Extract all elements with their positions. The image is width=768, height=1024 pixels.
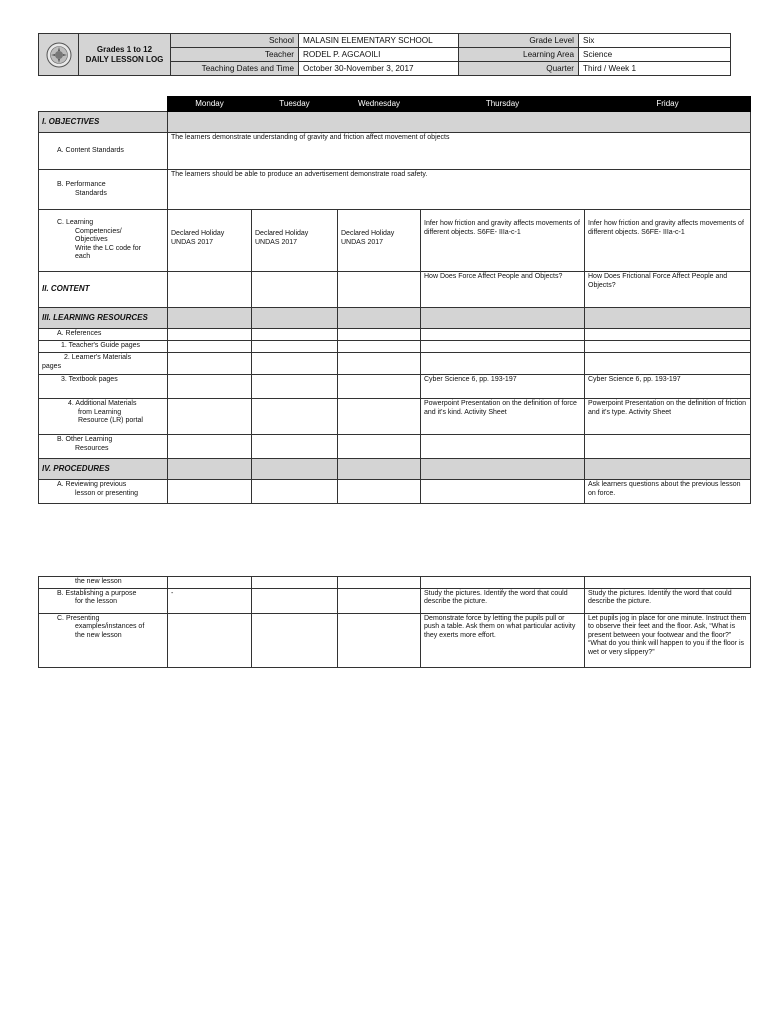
section-objectives <box>39 112 751 133</box>
section-procedures <box>39 459 751 480</box>
school-label: School <box>171 34 299 48</box>
textbook-friday: Cyber Science 6, pp. 193-197 <box>585 375 751 399</box>
lc-wednesday: Declared Holiday UNDAS 2017 <box>338 210 421 272</box>
seal-icon <box>46 42 72 68</box>
content-standards-label: A. Content Standards <box>39 133 168 170</box>
lc-monday: Declared Holiday UNDAS 2017 <box>168 210 252 272</box>
other-resources-label: B. Other Learning Resources <box>39 435 168 459</box>
content-row <box>39 272 751 308</box>
teacher-value: RODEL P. AGCAOILI <box>299 48 459 62</box>
school-value: MALASIN ELEMENTARY SCHOOL <box>299 34 459 48</box>
additional-materials-thursday: Powerpoint Presentation on the definition of force and it's kind. Activity Sheet <box>421 399 585 435</box>
teacher-label: Teacher <box>171 48 299 62</box>
content-title: II. CONTENT <box>39 272 168 308</box>
performance-standards-row <box>39 170 751 210</box>
content-thursday: How Does Force Affect People and Objects? <box>421 272 585 308</box>
additional-materials-label: 4. Additional Materials from Learning Resource (LR) portal <box>39 399 168 435</box>
quarter-label: Quarter <box>459 62 579 76</box>
day-tuesday: Tuesday <box>252 97 338 112</box>
presenting-examples-row <box>39 613 751 667</box>
teachers-guide-row <box>39 341 751 353</box>
lesson-log-table <box>38 96 751 504</box>
learners-materials-label: 2. Learner's Materials pages <box>39 353 168 375</box>
dates-label: Teaching Dates and Time <box>171 62 299 76</box>
quarter-value: Third / Week 1 <box>579 62 731 76</box>
establishing-purpose-thursday: Study the pictures. Identify the word that could describe the picture. <box>421 588 585 613</box>
learning-competencies-row <box>39 210 751 272</box>
textbook-row <box>39 375 751 399</box>
reviewing-label-continued: the new lesson <box>39 577 168 589</box>
other-resources-row <box>39 435 751 459</box>
reviewing-row <box>39 480 751 504</box>
day-header-row <box>39 97 751 112</box>
lc-friday: Infer how friction and gravity affects movements of different objects. S6FE- IIIa-c-1 <box>585 210 751 272</box>
learning-area-value: Science <box>579 48 731 62</box>
grade-level-value: Six <box>579 34 731 48</box>
establishing-purpose-monday: - <box>168 588 252 613</box>
establishing-purpose-friday: Study the pictures. Identify the word that could describe the picture. <box>585 588 751 613</box>
lc-tuesday: Declared Holiday UNDAS 2017 <box>252 210 338 272</box>
day-thursday: Thursday <box>421 97 585 112</box>
log-title: DAILY LESSON LOG <box>85 54 164 64</box>
presenting-examples-friday: Let pupils jog in place for one minute. Instruct them to observe their feet and the floor. Ask, “What is present between your footwear and the floor?” “What do you think will happen to you if the floor is wet or very slippery?” <box>585 613 751 667</box>
learning-resources-title: III. LEARNING RESOURCES <box>39 308 168 329</box>
references-row <box>39 329 751 341</box>
presenting-examples-thursday: Demonstrate force by letting the pupils pull or push a table. Ask them on what particular activity they exerts more effort. <box>421 613 585 667</box>
content-friday: How Does Frictional Force Affect People and Objects? <box>585 272 751 308</box>
procedures-title: IV. PROCEDURES <box>39 459 168 480</box>
learning-competencies-label: C. Learning Competencies/ Objectives Write the LC code for each <box>39 210 168 272</box>
day-wednesday: Wednesday <box>338 97 421 112</box>
textbook-label: 3. Textbook pages <box>39 375 168 399</box>
learners-materials-row <box>39 353 751 375</box>
log-title-cell <box>79 34 171 76</box>
section-learning-resources <box>39 308 751 329</box>
reviewing-friday: Ask learners questions about the previous lesson on force. <box>585 480 751 504</box>
additional-materials-friday: Powerpoint Presentation on the definition of friction and it's type. Activity Sheet <box>585 399 751 435</box>
additional-materials-row <box>39 399 751 435</box>
grade-level-label: Grade Level <box>459 34 579 48</box>
performance-standards-value: The learners should be able to produce an advertisement demonstrate road safety. <box>168 170 751 210</box>
grades-text: Grades 1 to 12 <box>96 44 153 54</box>
content-standards-row <box>39 133 751 170</box>
reviewing-label: A. Reviewing previous lesson or presenting <box>39 480 168 504</box>
learning-area-label: Learning Area <box>459 48 579 62</box>
lesson-log-continuation-table <box>38 576 751 668</box>
establishing-purpose-row <box>39 588 751 613</box>
establishing-purpose-label: B. Establishing a purpose for the lesson <box>39 588 168 613</box>
day-friday: Friday <box>585 97 751 112</box>
dates-value: October 30-November 3, 2017 <box>299 62 459 76</box>
presenting-examples-label: C. Presenting examples/instances of the new lesson <box>39 613 168 667</box>
references-label: A. References <box>39 329 168 341</box>
performance-standards-label: B. Performance Standards <box>39 170 168 210</box>
content-standards-value: The learners demonstrate understanding of gravity and friction affect movement of objects <box>168 133 751 170</box>
lc-thursday: Infer how friction and gravity affects movements of different objects. S6FE- IIIa-c-1 <box>421 210 585 272</box>
teachers-guide-label: 1. Teacher's Guide pages <box>39 341 168 353</box>
day-monday: Monday <box>168 97 252 112</box>
header-table <box>38 33 731 76</box>
textbook-thursday: Cyber Science 6, pp. 193-197 <box>421 375 585 399</box>
reviewing-continued-row <box>39 577 751 589</box>
deped-seal-logo <box>39 34 79 76</box>
objectives-title: I. OBJECTIVES <box>39 112 168 133</box>
